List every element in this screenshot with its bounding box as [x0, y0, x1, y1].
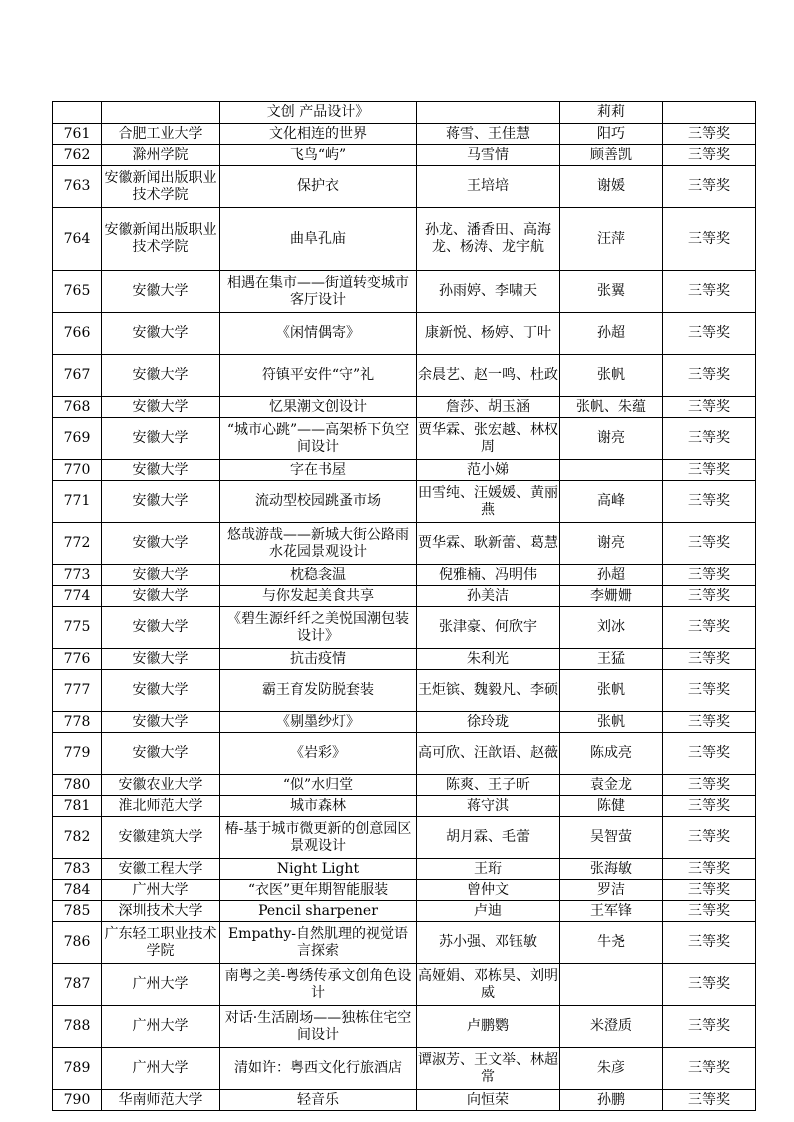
- authors: 王培培: [417, 166, 560, 208]
- work-title: 枕稳衾温: [220, 565, 417, 586]
- award-level: 三等奖: [663, 1006, 756, 1048]
- award-level: 三等奖: [663, 523, 756, 565]
- work-title: 抗击疫情: [220, 649, 417, 670]
- school-name: 安徽新闻出版职业技术学院: [102, 166, 220, 208]
- authors: [417, 102, 560, 124]
- school-name: 安徽大学: [102, 355, 220, 397]
- school-name: 滁州学院: [102, 145, 220, 166]
- work-title: Night Light: [220, 859, 417, 880]
- advisor: 刘冰: [560, 607, 663, 649]
- work-title: Empathy-自然肌理的视觉语言探索: [220, 922, 417, 964]
- row-number: 770: [53, 460, 102, 481]
- advisor: 罗洁: [560, 880, 663, 901]
- award-level: 三等奖: [663, 166, 756, 208]
- school-name: 安徽建筑大学: [102, 817, 220, 859]
- table-row: [53, 460, 756, 481]
- advisor: 阳巧: [560, 124, 663, 145]
- authors: 卢鹏鹦: [417, 1006, 560, 1048]
- school-name: 安徽新闻出版职业技术学院: [102, 208, 220, 271]
- school-name: 安徽大学: [102, 607, 220, 649]
- advisor: 谢亮: [560, 523, 663, 565]
- award-level: 三等奖: [663, 670, 756, 712]
- award-level: 三等奖: [663, 124, 756, 145]
- award-level: 三等奖: [663, 733, 756, 775]
- row-number: 782: [53, 817, 102, 859]
- authors: 张津豪、何欣宇: [417, 607, 560, 649]
- work-title: “似”水归堂: [220, 775, 417, 796]
- authors: 王珩: [417, 859, 560, 880]
- authors: 田雪纯、汪媛媛、黄丽燕: [417, 481, 560, 523]
- row-number: 766: [53, 313, 102, 355]
- award-level: 三等奖: [663, 460, 756, 481]
- work-title: 轻音乐: [220, 1090, 417, 1111]
- table-row: [53, 649, 756, 670]
- authors: 谭淑芳、王文举、林超常: [417, 1048, 560, 1090]
- table-row: [53, 418, 756, 460]
- row-number: 775: [53, 607, 102, 649]
- advisor: [560, 964, 663, 1006]
- table-row: [53, 712, 756, 733]
- award-level: 三等奖: [663, 859, 756, 880]
- award-level: 三等奖: [663, 586, 756, 607]
- award-level: 三等奖: [663, 649, 756, 670]
- row-number: 771: [53, 481, 102, 523]
- row-number: 778: [53, 712, 102, 733]
- table-row: [53, 859, 756, 880]
- awards-table-body: [53, 102, 756, 1111]
- award-level: 三等奖: [663, 481, 756, 523]
- work-title: 文化相连的世界: [220, 124, 417, 145]
- row-number: 773: [53, 565, 102, 586]
- authors: 向恒荣: [417, 1090, 560, 1111]
- table-row: [53, 733, 756, 775]
- advisor: 陈成亮: [560, 733, 663, 775]
- authors: 苏小强、邓钰敏: [417, 922, 560, 964]
- row-number: 763: [53, 166, 102, 208]
- work-title: 相遇在集市——街道转变城市客厅设计: [220, 271, 417, 313]
- advisor: 李姗姗: [560, 586, 663, 607]
- award-level: 三等奖: [663, 712, 756, 733]
- school-name: 安徽大学: [102, 481, 220, 523]
- school-name: 广州大学: [102, 880, 220, 901]
- school-name: 广州大学: [102, 1048, 220, 1090]
- award-level: 三等奖: [663, 775, 756, 796]
- school-name: 安徽大学: [102, 271, 220, 313]
- authors: 詹莎、胡玉涵: [417, 397, 560, 418]
- advisor: 张翼: [560, 271, 663, 313]
- authors: 马雪情: [417, 145, 560, 166]
- row-number: 786: [53, 922, 102, 964]
- advisor: 朱彦: [560, 1048, 663, 1090]
- authors: 陈爽、王子昕: [417, 775, 560, 796]
- advisor: 汪萍: [560, 208, 663, 271]
- advisor: 孙鹏: [560, 1090, 663, 1111]
- table-row: [53, 1090, 756, 1111]
- award-level: 三等奖: [663, 313, 756, 355]
- authors: 孙龙、潘香田、高海龙、杨涛、龙宇航: [417, 208, 560, 271]
- table-row: [53, 481, 756, 523]
- award-level: 三等奖: [663, 355, 756, 397]
- school-name: 安徽大学: [102, 397, 220, 418]
- row-number: 767: [53, 355, 102, 397]
- work-title: 文创 产品设计》: [220, 102, 417, 124]
- advisor: 王猛: [560, 649, 663, 670]
- advisor: 谢媛: [560, 166, 663, 208]
- school-name: 安徽大学: [102, 733, 220, 775]
- table-row: [53, 124, 756, 145]
- table-row: [53, 208, 756, 271]
- work-title: 《碧生源纤纤之美悦国潮包装设计》: [220, 607, 417, 649]
- table-row: [53, 607, 756, 649]
- advisor: 张帆: [560, 712, 663, 733]
- advisor: 张帆、朱蕴: [560, 397, 663, 418]
- row-number: 777: [53, 670, 102, 712]
- work-title: 南粤之美-粤绣传承文创角色设计: [220, 964, 417, 1006]
- work-title: 字在书屋: [220, 460, 417, 481]
- school-name: 合肥工业大学: [102, 124, 220, 145]
- table-row: [53, 1006, 756, 1048]
- advisor: 张海敏: [560, 859, 663, 880]
- work-title: 《岩彩》: [220, 733, 417, 775]
- authors: 蒋守淇: [417, 796, 560, 817]
- row-number: 764: [53, 208, 102, 271]
- table-row: [53, 670, 756, 712]
- authors: 贾华霖、耿新蕾、葛慧: [417, 523, 560, 565]
- school-name: 安徽大学: [102, 313, 220, 355]
- table-row: [53, 145, 756, 166]
- advisor: 王军锋: [560, 901, 663, 922]
- row-number: 783: [53, 859, 102, 880]
- work-title: 霸王育发防脱套装: [220, 670, 417, 712]
- row-number: [53, 102, 102, 124]
- award-level: 三等奖: [663, 208, 756, 271]
- advisor: 莉莉: [560, 102, 663, 124]
- authors: 贾华霖、张宏越、林权周: [417, 418, 560, 460]
- row-number: 762: [53, 145, 102, 166]
- table-row: [53, 796, 756, 817]
- work-title: 飞鸟“屿”: [220, 145, 417, 166]
- table-row: [53, 271, 756, 313]
- advisor: 谢亮: [560, 418, 663, 460]
- school-name: 安徽工程大学: [102, 859, 220, 880]
- advisor: 张帆: [560, 670, 663, 712]
- table-row: [53, 313, 756, 355]
- row-number: 788: [53, 1006, 102, 1048]
- table-row: [53, 166, 756, 208]
- authors: 朱利光: [417, 649, 560, 670]
- work-title: 流动型校园跳蚤市场: [220, 481, 417, 523]
- authors: 胡月霖、毛蕾: [417, 817, 560, 859]
- award-level: 三等奖: [663, 565, 756, 586]
- table-row: [53, 775, 756, 796]
- authors: 范小娣: [417, 460, 560, 481]
- award-level: 三等奖: [663, 796, 756, 817]
- authors: 倪雅楠、冯明伟: [417, 565, 560, 586]
- school-name: 安徽大学: [102, 418, 220, 460]
- work-title: 椿-基于城市微更新的创意园区景观设计: [220, 817, 417, 859]
- school-name: 华南师范大学: [102, 1090, 220, 1111]
- row-number: 772: [53, 523, 102, 565]
- work-title: “衣医”更年期智能服装: [220, 880, 417, 901]
- work-title: 《剔墨纱灯》: [220, 712, 417, 733]
- row-number: 769: [53, 418, 102, 460]
- school-name: 安徽大学: [102, 460, 220, 481]
- school-name: [102, 102, 220, 124]
- authors: 蒋雪、王佳慧: [417, 124, 560, 145]
- work-title: 清如许：粤西文化行旅酒店: [220, 1048, 417, 1090]
- award-level: 三等奖: [663, 901, 756, 922]
- award-level: 三等奖: [663, 397, 756, 418]
- school-name: 安徽大学: [102, 565, 220, 586]
- table-row: [53, 355, 756, 397]
- table-row: [53, 102, 756, 124]
- work-title: 符镇平安件“守”礼: [220, 355, 417, 397]
- table-row: [53, 964, 756, 1006]
- authors: 高娅娟、邓栋昊、刘明威: [417, 964, 560, 1006]
- row-number: 787: [53, 964, 102, 1006]
- row-number: 789: [53, 1048, 102, 1090]
- row-number: 784: [53, 880, 102, 901]
- advisor: 陈健: [560, 796, 663, 817]
- awards-table: [52, 101, 756, 1111]
- award-level: 三等奖: [663, 880, 756, 901]
- work-title: 悠哉游哉——新城大街公路雨水花园景观设计: [220, 523, 417, 565]
- authors: 康新悦、杨婷、丁叶: [417, 313, 560, 355]
- table-row: [53, 1048, 756, 1090]
- row-number: 761: [53, 124, 102, 145]
- school-name: 安徽大学: [102, 712, 220, 733]
- table-row: [53, 397, 756, 418]
- advisor: 吴智萤: [560, 817, 663, 859]
- work-title: 《闲情偶寄》: [220, 313, 417, 355]
- advisor: 牛尧: [560, 922, 663, 964]
- authors: 王炬镔、魏毅凡、李硕: [417, 670, 560, 712]
- authors: 曾仲文: [417, 880, 560, 901]
- work-title: 对话·生活剧场——独栋住宅空间设计: [220, 1006, 417, 1048]
- advisor: 米澄质: [560, 1006, 663, 1048]
- authors: 卢迪: [417, 901, 560, 922]
- authors: 高可欣、汪歆语、赵薇: [417, 733, 560, 775]
- school-name: 广州大学: [102, 1006, 220, 1048]
- work-title: 与你发起美食共享: [220, 586, 417, 607]
- school-name: 广东轻工职业技术学院: [102, 922, 220, 964]
- table-row: [53, 523, 756, 565]
- award-level: 三等奖: [663, 1090, 756, 1111]
- table-row: [53, 922, 756, 964]
- table-row: [53, 901, 756, 922]
- school-name: 广州大学: [102, 964, 220, 1006]
- row-number: 776: [53, 649, 102, 670]
- advisor: [560, 460, 663, 481]
- row-number: 779: [53, 733, 102, 775]
- award-level: 三等奖: [663, 271, 756, 313]
- row-number: 790: [53, 1090, 102, 1111]
- award-level: 三等奖: [663, 964, 756, 1006]
- authors: 余晨艺、赵一鸣、杜政: [417, 355, 560, 397]
- advisor: 孙超: [560, 565, 663, 586]
- table-row: [53, 586, 756, 607]
- school-name: 淮北师范大学: [102, 796, 220, 817]
- school-name: 安徽大学: [102, 649, 220, 670]
- table-row: [53, 880, 756, 901]
- award-level: 三等奖: [663, 922, 756, 964]
- school-name: 深圳技术大学: [102, 901, 220, 922]
- work-title: Pencil sharpener: [220, 901, 417, 922]
- school-name: 安徽大学: [102, 523, 220, 565]
- work-title: 忆果潮文创设计: [220, 397, 417, 418]
- authors: 徐玲珑: [417, 712, 560, 733]
- school-name: 安徽大学: [102, 670, 220, 712]
- table-row: [53, 565, 756, 586]
- row-number: 768: [53, 397, 102, 418]
- row-number: 765: [53, 271, 102, 313]
- award-level: [663, 102, 756, 124]
- award-level: 三等奖: [663, 145, 756, 166]
- row-number: 785: [53, 901, 102, 922]
- award-level: 三等奖: [663, 817, 756, 859]
- authors: 孙雨婷、李啸天: [417, 271, 560, 313]
- school-name: 安徽农业大学: [102, 775, 220, 796]
- advisor: 孙超: [560, 313, 663, 355]
- award-level: 三等奖: [663, 1048, 756, 1090]
- authors: 孙美洁: [417, 586, 560, 607]
- advisor: 张帆: [560, 355, 663, 397]
- school-name: 安徽大学: [102, 586, 220, 607]
- row-number: 780: [53, 775, 102, 796]
- table-row: [53, 817, 756, 859]
- advisor: 高峰: [560, 481, 663, 523]
- row-number: 774: [53, 586, 102, 607]
- advisor: 袁金龙: [560, 775, 663, 796]
- award-level: 三等奖: [663, 418, 756, 460]
- award-level: 三等奖: [663, 607, 756, 649]
- advisor: 顾善凯: [560, 145, 663, 166]
- work-title: 城市森林: [220, 796, 417, 817]
- work-title: “城市心跳”——高架桥下负空间设计: [220, 418, 417, 460]
- work-title: 保护衣: [220, 166, 417, 208]
- work-title: 曲阜孔庙: [220, 208, 417, 271]
- row-number: 781: [53, 796, 102, 817]
